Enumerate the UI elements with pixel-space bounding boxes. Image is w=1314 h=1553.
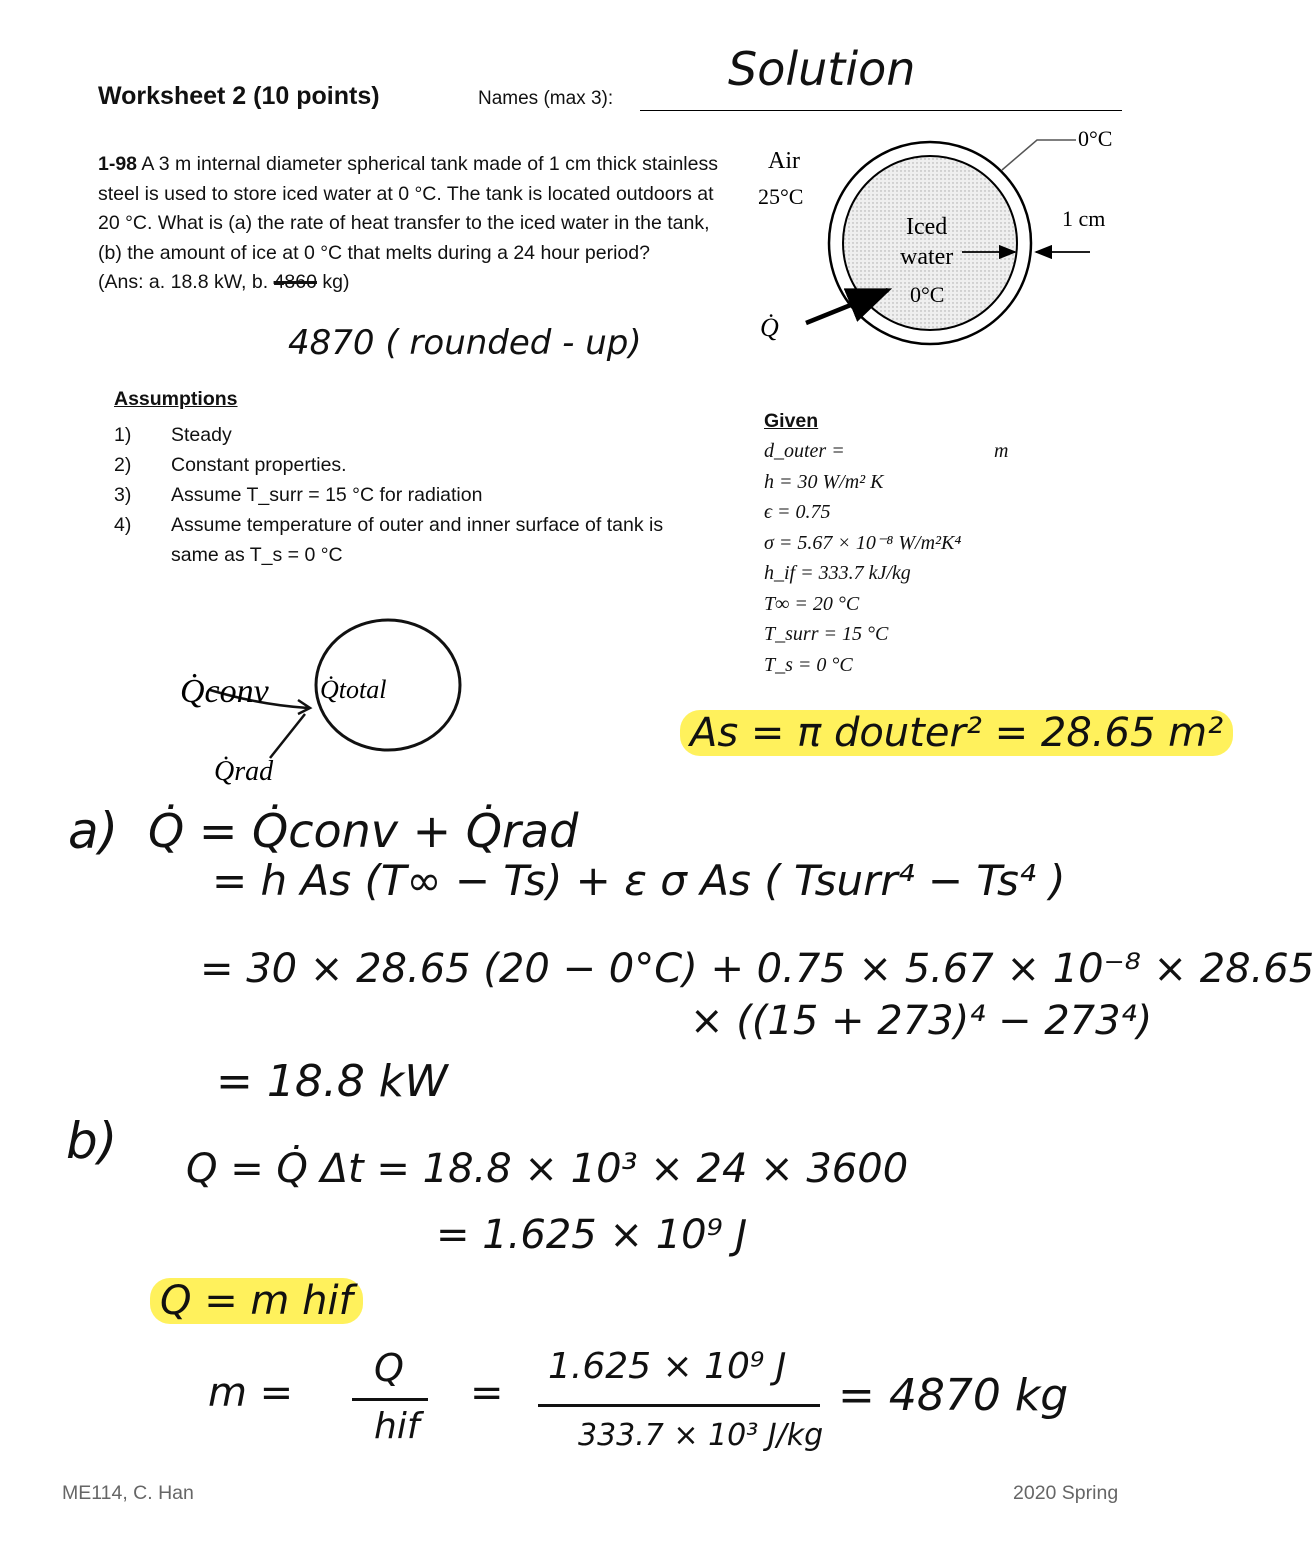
- frac-denominator-value: 333.7 × 10³ J/kg: [578, 1418, 824, 1453]
- part-a-line-4: × ((15 + 273)⁴ − 273⁴): [690, 998, 1153, 1044]
- problem-text: A 3 m internal diameter spherical tank made of 1 cm thick stainless steel is used to store iced water at 0 °C. The tank is located outdoors at 20 °C. What is (a) the rate of heat transfer to the iced water in the tank, (b) the amount of ice at 0 °C that melts during a 24 hour period?: [98, 153, 718, 264]
- part-a-label: a): [68, 802, 119, 860]
- fraction-bar-1: [352, 1398, 428, 1401]
- part-b-label: b): [66, 1112, 118, 1170]
- part-b-line-1: Q = Q̇ Δt = 18.8 × 10³ × 24 × 3600: [186, 1146, 909, 1192]
- list-item: 3) Assume T_surr = 15 °C for radiation: [114, 484, 483, 506]
- list-item: 4) Assume temperature of outer and inner surface of tank is same as T_s = 0 °C: [114, 514, 664, 566]
- area-equation: As = π douter² = 28.65 m²: [680, 710, 1233, 756]
- part-b-line-3: Q = m hif: [150, 1278, 363, 1324]
- given-item: T∞ = 20 °C: [764, 592, 860, 615]
- handwritten-solution: Solution: [728, 42, 916, 96]
- given-list: [764, 436, 1009, 680]
- water-label: water: [900, 244, 954, 270]
- handwritten-answer-correction: 4870 ( rounded - up): [288, 323, 642, 363]
- given-item: ϵ = 0.75: [764, 501, 831, 523]
- thickness-label: 1 cm: [1062, 206, 1106, 231]
- air-label: Air: [768, 148, 800, 174]
- assumptions-list: [114, 420, 714, 570]
- problem-number: 1-98: [98, 153, 138, 175]
- tank-figure: [740, 118, 1140, 368]
- inner-temp-label: 0°C: [910, 282, 945, 307]
- footer-term: 2020 Spring: [1013, 1482, 1119, 1504]
- problem-statement: [98, 150, 728, 298]
- q-rad-label: Q̇rad: [214, 756, 274, 787]
- part-a-line-3: = 30 × 28.65 (20 − 0°C) + 0.75 × 5.67 × 10⁻⁸ × 28.65: [200, 946, 1314, 992]
- names-blank-line: [640, 110, 1122, 111]
- part-a-line-2: = h As (T∞ − Ts) + ε σ As ( Tsurr⁴ − Ts⁴ ): [212, 856, 1066, 905]
- iced-label: Iced: [906, 214, 948, 240]
- mass-result: = 4870 kg: [838, 1370, 1069, 1421]
- equals-sign: =: [470, 1370, 504, 1416]
- energy-balance-sketch: [170, 610, 470, 790]
- frac-numerator-value: 1.625 × 10⁹ J: [548, 1346, 787, 1387]
- given-item: d_outer = m: [764, 436, 961, 467]
- outer-temp-label: 0°C: [1078, 126, 1113, 151]
- given-item: σ = 5.67 × 10⁻⁸ W/m²K⁴: [764, 531, 962, 554]
- given-item: T_s = 0 °C: [764, 653, 853, 676]
- part-b-line-2: = 1.625 × 10⁹ J: [436, 1212, 748, 1258]
- names-label: Names (max 3):: [478, 88, 614, 109]
- part-a-line-1: Q̇ = Q̇conv + Q̇rad: [148, 804, 579, 858]
- given-title: Given: [764, 410, 819, 432]
- answer-suffix: kg): [316, 271, 350, 293]
- fraction-bar-2: [538, 1404, 820, 1407]
- footer-course: ME114, C. Han: [62, 1482, 194, 1504]
- rad-arrow: [270, 714, 305, 758]
- worksheet-title: Worksheet 2 (10 points): [98, 82, 380, 110]
- answer-prefix: (Ans: a. 18.8 kW, b.: [98, 271, 274, 293]
- list-item: 1) Steady: [114, 424, 232, 446]
- outer-temp-leader: [1002, 140, 1076, 170]
- air-temp-label: 25°C: [758, 184, 804, 209]
- mass-label: m =: [208, 1370, 294, 1416]
- q-conv-label: Q̇conv: [180, 673, 269, 710]
- given-item: T_surr = 15 °C: [764, 623, 889, 645]
- part-a-result: = 18.8 kW: [216, 1056, 448, 1107]
- d-outer-unit: m: [994, 440, 1009, 462]
- q-total-label: Q̇total: [320, 675, 387, 704]
- q-dot-label: Q̇: [760, 313, 779, 342]
- given-item: h = 30 W/m² K: [764, 470, 884, 493]
- given-item: h_if = 333.7 kJ/kg: [764, 562, 911, 584]
- list-item: 2) Constant properties.: [114, 454, 347, 476]
- answer-struck-value: 4860: [273, 271, 317, 293]
- assumptions-title: Assumptions: [114, 388, 238, 410]
- frac-q-numerator: Q: [374, 1346, 404, 1390]
- frac-hif-denominator: hif: [374, 1406, 420, 1447]
